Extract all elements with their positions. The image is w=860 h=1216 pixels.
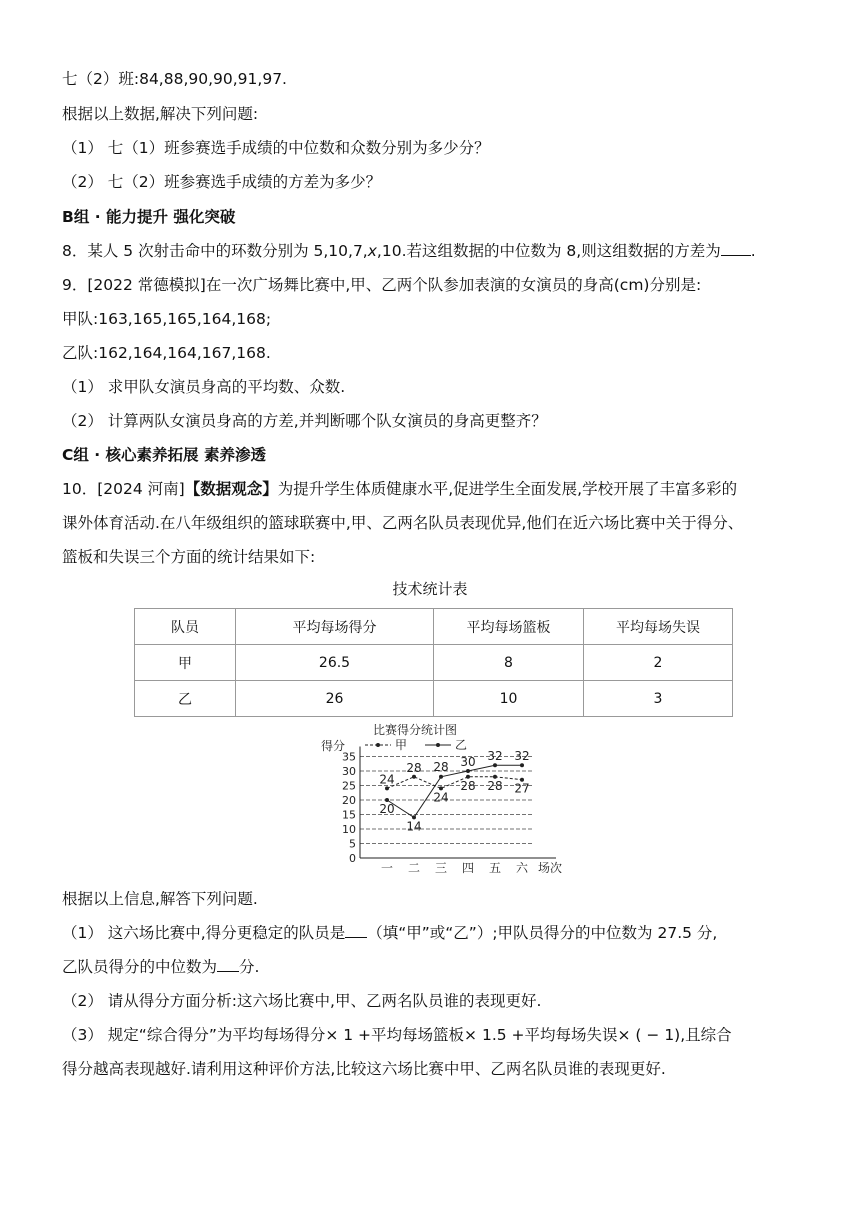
table-cell: 甲 (135, 645, 236, 681)
y-tick-label: 25 (342, 779, 356, 793)
question-8 (62, 240, 756, 262)
q9-sub-1: （1） 求甲队女演员身高的平均数、众数. (62, 378, 346, 396)
y-tick-label: 15 (342, 808, 356, 822)
legend-label: 乙 (455, 738, 468, 752)
data-label: 28 (487, 778, 503, 793)
header-cell: 平均每场篮板 (434, 609, 584, 645)
sub-question-2: （2） 七（2）班参赛选手成绩的方差为多少？ (62, 173, 382, 191)
data-point (466, 769, 470, 773)
s1-text-a: （1） 这六场比赛中,得分更稳定的队员是 (62, 924, 346, 942)
q8-text-b: ,10.若这组数据的中位数为 8,则这组数据的方差为 (376, 242, 721, 260)
q10-source: 10．[2024 河南] (62, 480, 185, 498)
table-cell: 10 (434, 681, 584, 717)
question-10-line3: 篮板和失误三个方面的统计结果如下: (62, 548, 316, 566)
q8-variable: x (367, 242, 377, 260)
data-label: 28 (406, 760, 422, 775)
question-10-line2: 课外体育活动.在八年级组织的篮球联赛中,甲、乙两名队员表现优异,他们在近六场比赛中关于得分、 (62, 514, 744, 532)
x-tick-label: 四 (461, 861, 475, 875)
question-10-line1 (62, 478, 737, 500)
q10-sub-3-line2: 得分越高表现越好.请利用这种评价方法,比较这六场比赛中甲、乙两名队员谁的表现更好. (62, 1060, 666, 1078)
s1-text-b: （填“甲”或“乙”）;甲队员得分的中位数为 27.5 分, (367, 924, 718, 942)
data-label: 14 (406, 819, 422, 834)
table-cell: 3 (584, 681, 733, 717)
table-cell: 26.5 (236, 645, 434, 681)
data-point (412, 775, 416, 779)
team-a-heights: 甲队:163,165,165,164,168; (62, 310, 272, 328)
y-tick-label: 5 (349, 837, 356, 851)
q10-text: 为提升学生体质健康水平,促进学生全面发展,学校开展了丰富多彩的 (277, 480, 738, 498)
tech-stats-table (134, 608, 733, 717)
data-point (493, 763, 497, 767)
section-c-heading: C组 · 核心素养拓展 素养渗透 (62, 446, 266, 464)
data-label: 30 (460, 755, 476, 769)
question-9: 9．[2022 常德模拟]在一次广场舞比赛中,甲、乙两个队参加表演的女演员的身高(cm)分别是: (62, 276, 702, 294)
x-tick-label: 三 (434, 861, 448, 875)
answer-blank[interactable] (217, 956, 239, 972)
data-label: 28 (460, 778, 476, 793)
data-point (439, 775, 443, 779)
q10-tag: 【数据观念】 (184, 480, 278, 498)
x-tick-label: 六 (515, 861, 529, 875)
legend-marker (376, 743, 380, 747)
q10-sub-2: （2） 请从得分方面分析:这六场比赛中,甲、乙两名队员谁的表现更好. (62, 992, 542, 1010)
s1-text-c: 乙队员得分的中位数为 (62, 958, 218, 976)
table-cell: 乙 (135, 681, 236, 717)
table-header-row (135, 609, 733, 645)
table-cell: 8 (434, 645, 584, 681)
q9-sub-2: （2） 计算两队女演员身高的方差,并判断哪个队女演员的身高更整齐？ (62, 412, 547, 430)
data-point (385, 786, 389, 790)
q8-period: . (750, 242, 756, 260)
q8-text-a: 8．某人 5 次射击命中的环数分别为 5,10,7, (62, 242, 368, 260)
y-tick-label: 30 (342, 765, 356, 778)
data-label: 24 (379, 772, 395, 787)
section-b-heading: B组 · 能力提升 强化突破 (62, 208, 236, 226)
x-tick-label: 二 (407, 861, 421, 875)
answer-blank[interactable] (721, 240, 751, 256)
table-caption: 技术统计表 (392, 580, 468, 598)
data-label: 20 (379, 802, 395, 816)
y-tick-label: 0 (349, 852, 356, 865)
x-tick-label: 五 (488, 861, 502, 875)
legend-marker (436, 743, 440, 747)
legend-label: 甲 (395, 738, 408, 752)
sub-question-1: （1） 七（1）班参赛选手成绩的中位数和众数分别为多少分？ (62, 139, 490, 157)
table-row (135, 681, 733, 717)
y-tick-label: 10 (342, 823, 356, 836)
data-point (520, 763, 524, 767)
q10-sub-1-line2 (62, 956, 259, 978)
q10-sub-1-line1 (62, 922, 717, 944)
data-label: 32 (487, 749, 503, 764)
chart-title: 比赛得分统计图 (372, 723, 458, 737)
score-line-chart (315, 718, 563, 875)
y-axis-label: 得分 (320, 739, 346, 753)
s1-text-d: 分. (239, 958, 260, 976)
answer-intro: 根据以上信息,解答下列问题. (62, 890, 258, 908)
team-b-heights: 乙队:162,164,164,167,168. (62, 344, 271, 362)
x-tick-label: 一 (380, 861, 394, 875)
y-tick-label: 35 (342, 750, 356, 764)
data-label: 24 (433, 790, 449, 805)
class-72-scores: 七（2）班:84,88,90,90,91,97. (62, 70, 287, 88)
chart-svg (315, 718, 563, 875)
table-row (135, 645, 733, 681)
header-cell: 队员 (135, 609, 236, 645)
data-label: 32 (514, 749, 530, 764)
instruction-text: 根据以上数据,解决下列问题: (62, 105, 259, 123)
header-cell: 平均每场得分 (236, 609, 434, 645)
data-label: 27 (514, 781, 530, 796)
table-cell: 2 (584, 645, 733, 681)
q10-sub-3-line1: （3） 规定“综合得分”为平均每场得分× 1 +平均每场篮板× 1.5 +平均每场失误× ( − 1),且综合 (62, 1026, 732, 1044)
data-label: 28 (433, 759, 449, 774)
y-tick-label: 20 (342, 794, 356, 807)
header-cell: 平均每场失误 (584, 609, 733, 645)
x-axis-label: 场次 (537, 861, 563, 875)
table-cell: 26 (236, 681, 434, 717)
answer-blank[interactable] (345, 922, 367, 938)
